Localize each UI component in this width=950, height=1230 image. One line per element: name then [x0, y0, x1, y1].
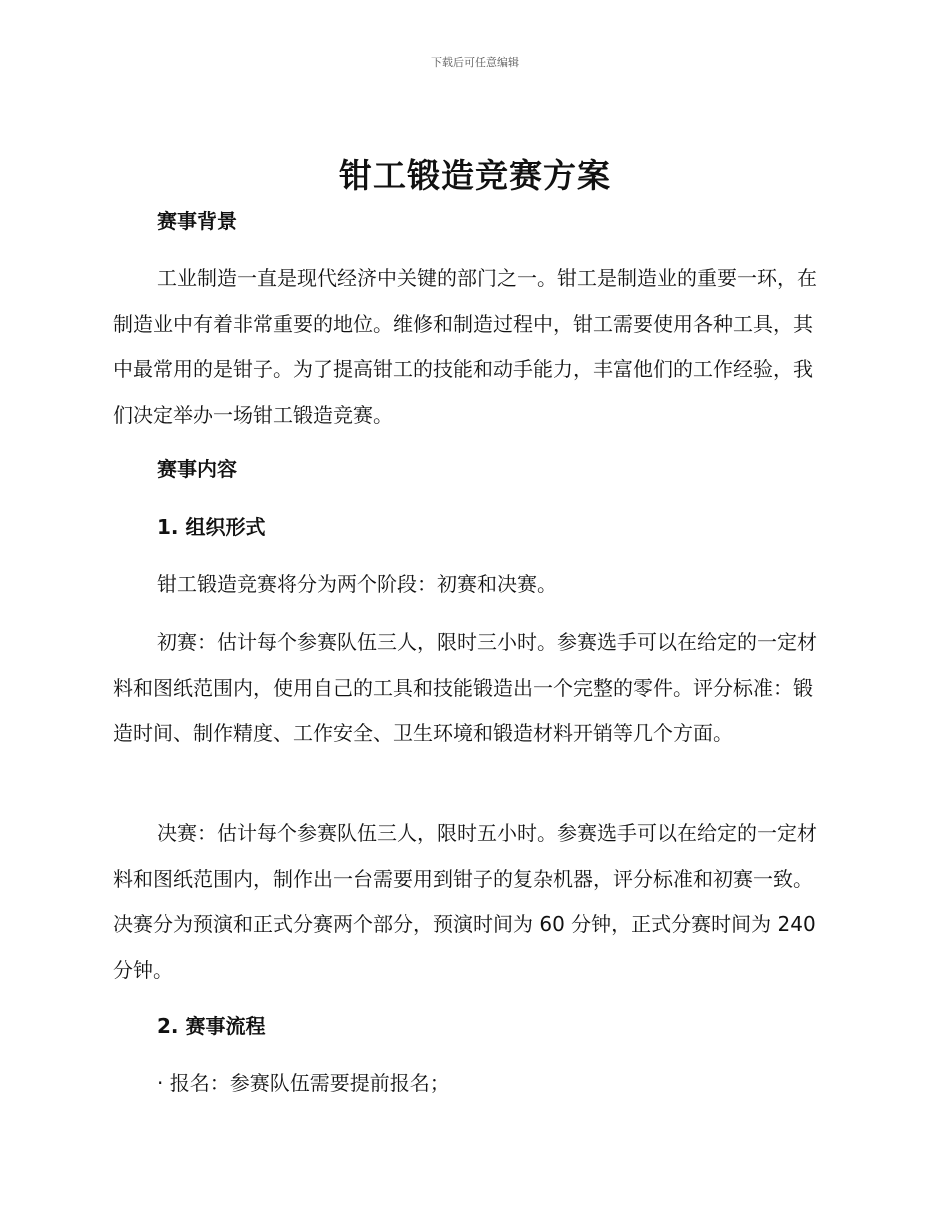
- subheading-organization: 1. 组织形式: [157, 515, 266, 539]
- paragraph-organization-intro: 钳工锻造竞赛将分为两个阶段：初赛和决赛。: [157, 572, 557, 596]
- section-heading-background: 赛事背景: [157, 209, 237, 233]
- subheading-process: 2. 赛事流程: [157, 1014, 266, 1038]
- list-item-registration: · 报名：参赛队伍需要提前报名；: [157, 1071, 450, 1095]
- paragraph-preliminary: 初赛：估计每个参赛队伍三人，限时三小时。参赛选手可以在给定的一定材料和图纸范围内，使用自己的工具和技能锻造出一个完整的零件。评分标准：锻造时间、制作精度、工作安全、卫生环境和锻造材料开销等几个方面。: [113, 630, 817, 745]
- header-note: 下载后可任意编辑: [431, 56, 519, 69]
- paragraph-final: 决赛：估计每个参赛队伍三人，限时五小时。参赛选手可以在给定的一定材料和图纸范围内，制作出一台需要用到钳子的复杂机器，评分标准和初赛一致。决赛分为预演和正式分赛两个部分，预演时间为 60 分钟，正式分赛时间为 240 分钟。: [113, 821, 817, 982]
- paragraph-background: 工业制造一直是现代经济中关键的部门之一。钳工是制造业的重要一环，在制造业中有着非常重要的地位。维修和制造过程中，钳工需要使用各种工具，其中最常用的是钳子。为了提高钳工的技能和动手能力，丰富他们的工作经验，我们决定举办一场钳工锻造竞赛。: [113, 266, 817, 427]
- section-heading-content: 赛事内容: [157, 457, 237, 481]
- document-title: 钳工锻造竞赛方案: [339, 156, 611, 195]
